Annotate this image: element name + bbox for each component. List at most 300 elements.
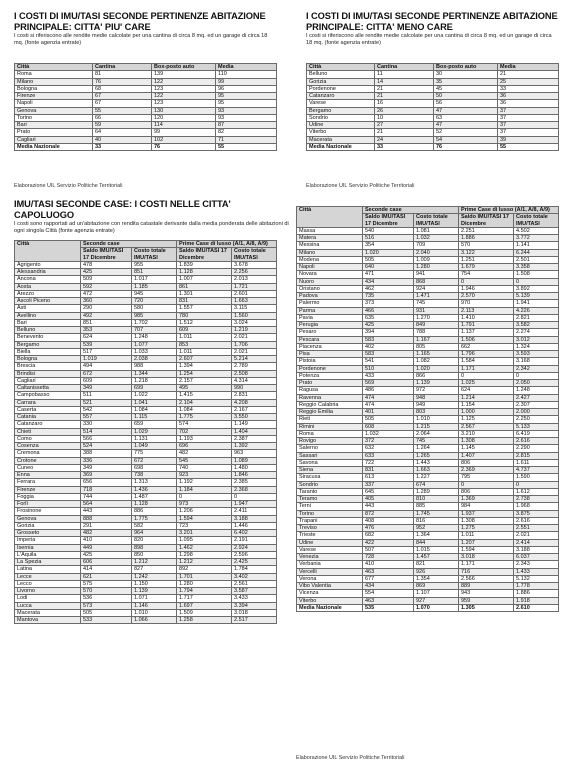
- value-cell: 0: [177, 493, 232, 500]
- value-cell: 63: [434, 114, 498, 121]
- table-row: [297, 380, 559, 387]
- table-row: [15, 114, 277, 121]
- city-cell: Mantova: [15, 617, 81, 624]
- value-cell: 21: [375, 93, 434, 100]
- value-cell: 1.941: [514, 300, 559, 307]
- column-header: Media: [498, 64, 559, 71]
- city-cell: Avellino: [15, 312, 81, 319]
- value-cell: 806: [459, 459, 514, 466]
- value-cell: 2.567: [459, 423, 514, 430]
- value-cell: 410: [81, 537, 132, 544]
- value-cell: 970: [459, 300, 514, 307]
- value-cell: 1.280: [414, 264, 459, 271]
- value-cell: 1.137: [459, 329, 514, 336]
- city-cell: Genova: [15, 107, 93, 114]
- value-cell: 3.168: [514, 358, 559, 365]
- value-cell: 39: [498, 136, 559, 143]
- value-cell: 851: [132, 269, 177, 276]
- table-row: [297, 293, 559, 300]
- value-cell: 849: [414, 322, 459, 329]
- value-cell: 1.139: [414, 380, 459, 387]
- value-cell: 949: [414, 401, 459, 408]
- value-cell: 2.013: [232, 276, 277, 283]
- total-label: Media Nazionale: [297, 604, 363, 611]
- value-cell: 850: [132, 551, 177, 558]
- value-cell: 482: [177, 450, 232, 457]
- value-cell: 931: [414, 307, 459, 314]
- value-cell: 613: [363, 474, 414, 481]
- table-row: [307, 100, 559, 107]
- value-cell: 672: [132, 457, 177, 464]
- table-row: [297, 401, 559, 408]
- value-cell: 964: [132, 530, 177, 537]
- value-cell: 3.550: [232, 414, 277, 421]
- value-cell: 720: [132, 298, 177, 305]
- column-group-prime-case-lusso: Prime Case di lusso (A/1, A/8, A/9): [177, 241, 277, 248]
- value-cell: 1.185: [132, 283, 177, 290]
- block-citta-piu-care: [14, 11, 276, 46]
- value-cell: 2.040: [414, 249, 459, 256]
- block-capoluogo: [14, 199, 289, 234]
- table-row: [15, 348, 277, 355]
- city-cell: Ragusa: [297, 387, 363, 394]
- value-cell: 540: [363, 227, 414, 234]
- value-cell: 4.502: [514, 227, 559, 234]
- table-row: [15, 414, 277, 421]
- value-cell: 972: [414, 387, 459, 394]
- city-cell: Pesaro: [297, 329, 363, 336]
- value-cell: 926: [414, 568, 459, 575]
- value-cell: 37: [498, 107, 559, 114]
- value-cell: 33: [498, 85, 559, 92]
- value-cell: 1.508: [514, 271, 559, 278]
- value-cell: 1.258: [177, 617, 232, 624]
- value-cell: 2.616: [514, 517, 559, 524]
- value-cell: 120: [152, 114, 216, 121]
- city-cell: Teramo: [297, 496, 363, 503]
- value-cell: 554: [363, 590, 414, 597]
- value-cell: 2.256: [232, 269, 277, 276]
- value-cell: 2.566: [459, 575, 514, 582]
- value-cell: 1.706: [232, 341, 277, 348]
- value-cell: 1.020: [414, 365, 459, 372]
- block-citta-meno-care: [306, 11, 558, 46]
- value-cell: 290: [81, 305, 132, 312]
- column-header: Costo totale IMU/TASI: [414, 214, 459, 228]
- value-cell: 948: [414, 394, 459, 401]
- value-cell: 1.745: [414, 510, 459, 517]
- total-value: 1.070: [414, 604, 459, 611]
- city-cell: Perugia: [297, 322, 363, 329]
- city-cell: Terni: [297, 503, 363, 510]
- value-cell: 434: [363, 278, 414, 285]
- city-cell: Varese: [297, 546, 363, 553]
- value-cell: 5.133: [514, 423, 559, 430]
- value-cell: 1.128: [177, 269, 232, 276]
- city-cell: Udine: [297, 539, 363, 546]
- city-cell: Roma: [297, 430, 363, 437]
- city-cell: Genova: [15, 515, 81, 522]
- value-cell: 67: [93, 93, 152, 100]
- table-row: [297, 474, 559, 481]
- value-cell: 0: [459, 372, 514, 379]
- value-cell: 1.275: [459, 525, 514, 532]
- city-cell: Gorizia: [307, 78, 375, 85]
- value-cell: 1.184: [177, 486, 232, 493]
- value-cell: 1.032: [414, 235, 459, 242]
- value-cell: 866: [414, 372, 459, 379]
- value-cell: 99: [216, 78, 277, 85]
- value-cell: 3.188: [232, 515, 277, 522]
- table-row: [15, 341, 277, 348]
- city-cell: Milano: [15, 78, 93, 85]
- city-cell: Ferrara: [15, 479, 81, 486]
- value-cell: 945: [132, 290, 177, 297]
- table-row: [307, 93, 559, 100]
- table-row: [307, 71, 559, 78]
- value-cell: 2.191: [232, 537, 277, 544]
- value-cell: 2.517: [232, 617, 277, 624]
- value-cell: 1.701: [177, 573, 232, 580]
- table-row: [15, 392, 277, 399]
- city-cell: Prato: [297, 380, 363, 387]
- value-cell: 924: [414, 285, 459, 292]
- value-cell: 1.215: [414, 423, 459, 430]
- value-cell: 606: [81, 559, 132, 566]
- column-header-city: Città: [15, 241, 81, 262]
- value-cell: 354: [363, 242, 414, 249]
- value-cell: 632: [363, 445, 414, 452]
- column-header: Cantina: [375, 64, 434, 71]
- value-cell: 47: [434, 122, 498, 129]
- value-cell: 645: [363, 488, 414, 495]
- city-cell: Cremona: [15, 450, 81, 457]
- city-cell: Enna: [15, 472, 81, 479]
- table-row: [15, 71, 277, 78]
- table-row: [297, 329, 559, 336]
- city-cell: Prato: [15, 129, 93, 136]
- table-total-row: [15, 143, 277, 150]
- value-cell: 114: [152, 122, 216, 129]
- value-cell: 2.064: [414, 430, 459, 437]
- value-cell: 2.601: [232, 290, 277, 297]
- value-cell: 410: [363, 561, 414, 568]
- table-row: [15, 508, 277, 515]
- value-cell: 71: [216, 136, 277, 143]
- column-header: Città: [15, 64, 93, 71]
- value-cell: 27: [375, 122, 434, 129]
- value-cell: 831: [363, 467, 414, 474]
- value-cell: 573: [81, 602, 132, 609]
- value-cell: 21: [498, 71, 559, 78]
- value-cell: 810: [414, 496, 459, 503]
- city-cell: Venezia: [297, 554, 363, 561]
- value-cell: 955: [132, 261, 177, 268]
- value-cell: 36: [498, 93, 559, 100]
- city-cell: Campobasso: [15, 392, 81, 399]
- value-cell: 1.506: [459, 336, 514, 343]
- value-cell: 521: [81, 399, 132, 406]
- desc-piu-care: I costi si riferiscono alle rendite medie calcolate per una cantina di circa 8 mq. ed un garage di circa 18 mq. (fonte agenzia entrate): [14, 33, 268, 46]
- value-cell: 3.358: [514, 264, 559, 271]
- value-cell: 37: [498, 129, 559, 136]
- value-cell: 2.821: [514, 314, 559, 321]
- city-cell: Aosta: [15, 283, 81, 290]
- city-cell: Torino: [297, 510, 363, 517]
- value-cell: 1.033: [132, 348, 177, 355]
- value-cell: 1.081: [414, 227, 459, 234]
- value-cell: 583: [363, 336, 414, 343]
- value-cell: 1.369: [459, 496, 514, 503]
- table-row: [15, 457, 277, 464]
- total-value: 33: [375, 143, 434, 150]
- value-cell: 889: [459, 583, 514, 590]
- value-cell: 3.122: [459, 249, 514, 256]
- value-cell: 3.402: [232, 573, 277, 580]
- table-row: [15, 129, 277, 136]
- value-cell: 624: [81, 334, 132, 341]
- value-cell: 36: [498, 100, 559, 107]
- city-cell: Reggio Calabria: [297, 401, 363, 408]
- city-cell: Catanzaro: [307, 93, 375, 100]
- value-cell: 2.368: [232, 486, 277, 493]
- table-row: [15, 290, 277, 297]
- table-row: [15, 544, 277, 551]
- city-cell: Lucca: [15, 602, 81, 609]
- city-cell: Taranto: [297, 488, 363, 495]
- value-cell: 583: [363, 351, 414, 358]
- table-row: [15, 283, 277, 290]
- city-cell: Firenze: [15, 93, 93, 100]
- city-cell: Carrara: [15, 399, 81, 406]
- city-cell: Catania: [15, 414, 81, 421]
- value-cell: 1.010: [132, 609, 177, 616]
- source-piu-care: Elaborazione UIL Servizio Politiche Territoriali: [14, 183, 123, 189]
- table-row: [15, 93, 277, 100]
- value-cell: 821: [414, 561, 459, 568]
- value-cell: 580: [132, 305, 177, 312]
- table-row: [297, 227, 559, 234]
- value-cell: 709: [414, 242, 459, 249]
- value-cell: 54: [434, 136, 498, 143]
- value-cell: 1.095: [177, 537, 232, 544]
- value-cell: 1.308: [459, 517, 514, 524]
- value-cell: 6.244: [514, 249, 559, 256]
- column-group-seconde-case: Seconde case: [81, 241, 177, 248]
- value-cell: 425: [81, 269, 132, 276]
- value-cell: 699: [132, 385, 177, 392]
- value-cell: 81: [93, 71, 152, 78]
- value-cell: 3.772: [514, 235, 559, 242]
- table-row: [297, 300, 559, 307]
- value-cell: 3.433: [232, 595, 277, 602]
- value-cell: 2.021: [232, 334, 277, 341]
- value-cell: 0: [459, 481, 514, 488]
- value-cell: 373: [363, 300, 414, 307]
- value-cell: 2.596: [232, 551, 277, 558]
- city-cell: Trapani: [297, 517, 363, 524]
- value-cell: 990: [232, 385, 277, 392]
- value-cell: 1.717: [177, 595, 232, 602]
- value-cell: 564: [81, 501, 132, 508]
- value-cell: 96: [216, 85, 277, 92]
- value-cell: 1.107: [414, 590, 459, 597]
- value-cell: 570: [459, 242, 514, 249]
- value-cell: 1.594: [177, 515, 232, 522]
- city-cell: Sondrio: [307, 114, 375, 121]
- table-row: [297, 503, 559, 510]
- column-header-city: Città: [297, 207, 363, 228]
- city-cell: Brindisi: [15, 370, 81, 377]
- city-cell: Siena: [297, 467, 363, 474]
- city-cell: Messina: [297, 242, 363, 249]
- table-row: [307, 136, 559, 143]
- value-cell: 868: [414, 278, 459, 285]
- value-cell: 1.697: [177, 602, 232, 609]
- table-row: [297, 510, 559, 517]
- column-header: Box-posto auto: [434, 64, 498, 71]
- table-row: [15, 385, 277, 392]
- value-cell: 1.946: [459, 285, 514, 292]
- value-cell: 1.084: [132, 406, 177, 413]
- table-row: [297, 372, 559, 379]
- value-cell: 744: [81, 493, 132, 500]
- value-cell: 0: [514, 372, 559, 379]
- value-cell: 816: [414, 517, 459, 524]
- value-cell: 2.021: [232, 348, 277, 355]
- value-cell: 533: [81, 617, 132, 624]
- table-row: [297, 539, 559, 546]
- value-cell: 1.796: [459, 351, 514, 358]
- value-cell: 1.218: [132, 377, 177, 384]
- value-cell: 2.425: [232, 559, 277, 566]
- value-cell: 1.165: [414, 351, 459, 358]
- value-cell: 353: [81, 327, 132, 334]
- table-row: [307, 129, 559, 136]
- value-cell: 1.167: [414, 336, 459, 343]
- table-row: [15, 276, 277, 283]
- value-cell: 805: [414, 343, 459, 350]
- value-cell: 1.308: [459, 438, 514, 445]
- value-cell: 1.471: [414, 293, 459, 300]
- city-cell: Foggia: [15, 493, 81, 500]
- value-cell: 10: [375, 114, 434, 121]
- column-header: Saldo IMU/TASI 17 Dicembre: [81, 248, 132, 262]
- value-cell: 2.167: [232, 406, 277, 413]
- value-cell: 2.290: [514, 445, 559, 452]
- value-cell: 1.131: [132, 435, 177, 442]
- table-row: [15, 100, 277, 107]
- value-cell: 372: [363, 438, 414, 445]
- column-header: Cantina: [93, 64, 152, 71]
- city-cell: Reggio Emilia: [297, 409, 363, 416]
- value-cell: 1.254: [177, 370, 232, 377]
- city-cell: L'Aquila: [15, 551, 81, 558]
- title-piu-care-1: I COSTI DI IMU/TASI SECONDE PERTINENZE ABITAZIONE: [14, 11, 266, 21]
- value-cell: 1.394: [177, 363, 232, 370]
- table-piu-care: [14, 63, 277, 151]
- table-row: [307, 85, 559, 92]
- value-cell: 1.019: [81, 356, 132, 363]
- city-cell: Arezzo: [15, 290, 81, 297]
- table-row: [297, 452, 559, 459]
- value-cell: 64: [93, 129, 152, 136]
- value-cell: 336: [81, 457, 132, 464]
- value-cell: 510: [363, 365, 414, 372]
- value-cell: 1.404: [232, 428, 277, 435]
- table-row: [15, 356, 277, 363]
- table-row: [297, 307, 559, 314]
- value-cell: 66: [93, 114, 152, 121]
- city-cell: Lecce: [15, 573, 81, 580]
- table-row: [307, 122, 559, 129]
- value-cell: 466: [363, 307, 414, 314]
- city-cell: Viterbo: [307, 129, 375, 136]
- city-cell: Ravenna: [297, 394, 363, 401]
- value-cell: 1.020: [363, 249, 414, 256]
- value-cell: 516: [363, 235, 414, 242]
- city-cell: Treviso: [297, 525, 363, 532]
- table-row: [15, 319, 277, 326]
- value-cell: 2.250: [514, 416, 559, 423]
- table-row: [297, 343, 559, 350]
- city-cell: Rovigo: [297, 438, 363, 445]
- value-cell: 2.411: [232, 508, 277, 515]
- value-cell: 844: [414, 539, 459, 546]
- value-cell: 1.029: [132, 428, 177, 435]
- value-cell: 722: [363, 459, 414, 466]
- city-cell: Vercelli: [297, 568, 363, 575]
- value-cell: 716: [459, 568, 514, 575]
- value-cell: 1.721: [232, 283, 277, 290]
- value-cell: 330: [81, 421, 132, 428]
- table-row: [297, 546, 559, 553]
- value-cell: 892: [177, 566, 232, 573]
- column-group-prime-case-lusso: Prime Case di lusso (A/1, A/8, A/9): [459, 207, 559, 214]
- value-cell: 476: [363, 525, 414, 532]
- city-cell: Cagliari: [15, 136, 93, 143]
- table-row: [15, 609, 277, 616]
- value-cell: 738: [132, 472, 177, 479]
- city-cell: Napoli: [297, 264, 363, 271]
- table-row: [297, 517, 559, 524]
- value-cell: 1.509: [177, 609, 232, 616]
- city-cell: Forlì: [15, 501, 81, 508]
- city-cell: Belluno: [307, 71, 375, 78]
- value-cell: 59: [93, 122, 152, 129]
- city-cell: Padova: [297, 293, 363, 300]
- value-cell: 2.342: [514, 365, 559, 372]
- city-cell: Macerata: [307, 136, 375, 143]
- value-cell: 1.280: [177, 580, 232, 587]
- table-row: [297, 438, 559, 445]
- value-cell: 360: [81, 298, 132, 305]
- value-cell: 1.487: [132, 493, 177, 500]
- value-cell: 478: [81, 261, 132, 268]
- value-cell: 2.616: [514, 438, 559, 445]
- value-cell: 659: [132, 421, 177, 428]
- value-cell: 707: [132, 327, 177, 334]
- value-cell: 449: [81, 544, 132, 551]
- city-cell: Viterbo: [297, 597, 363, 604]
- value-cell: 21: [375, 85, 434, 92]
- value-cell: 795: [459, 474, 514, 481]
- value-cell: 494: [81, 363, 132, 370]
- value-cell: 1.947: [232, 501, 277, 508]
- value-cell: 87: [216, 122, 277, 129]
- city-cell: Trieste: [297, 532, 363, 539]
- source-capoluogo: Elaborazione UIL Servizio Politiche Territoriali: [296, 755, 405, 761]
